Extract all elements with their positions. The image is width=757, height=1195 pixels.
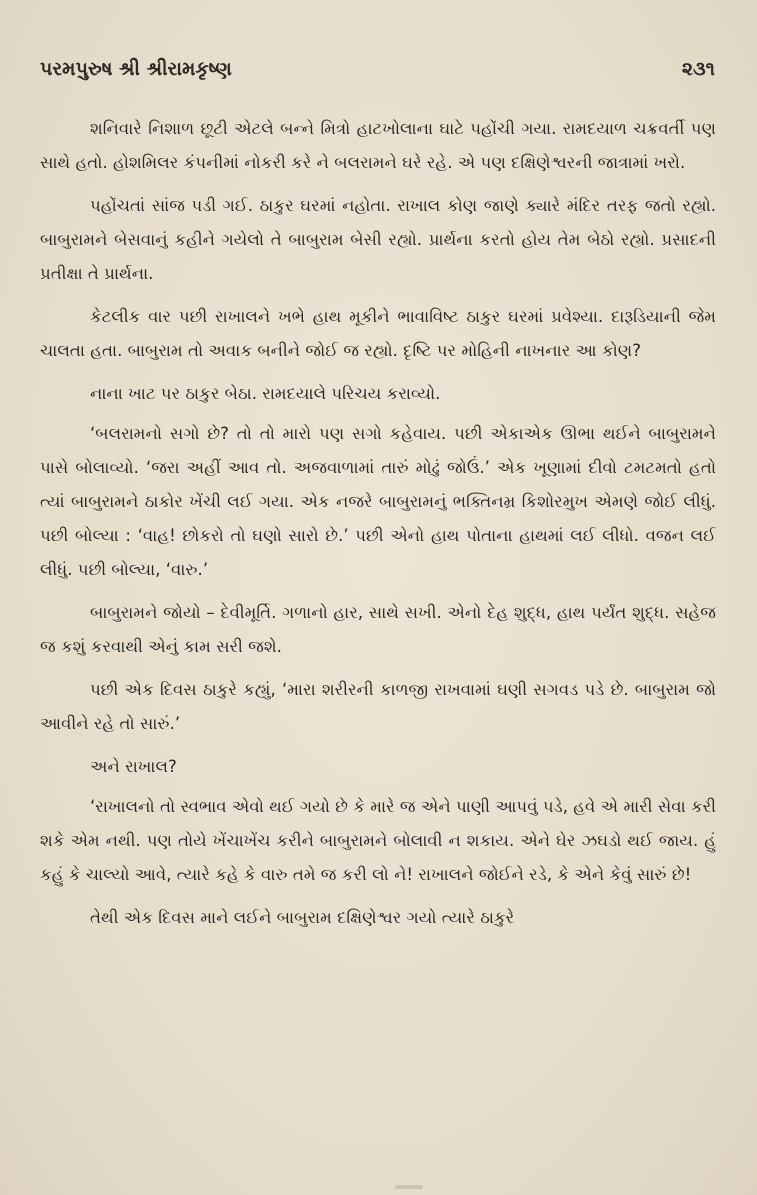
- paragraph: નાના ખાટ પર ઠાકુર બેઠા. રામદયાલે પરિચય કરાવ્યો.: [90, 384, 441, 403]
- paragraph: પછી એક દિવસ ઠાકુરે કહ્યું, ‘મારા શરીરની કાળજી રાખવામાં ઘણી સગવડ પડે છે. બાબુરામ જો આવીને રહે તો સારું.’: [40, 680, 716, 733]
- paragraph: બાબુરામને જોયો – દેવીમૂર્તિ. ગળાનો હાર, સાથે સખી. એનો દેહ શુદ્ધ, હાથ પર્યંત શુદ્ધ. સહેજ જ કશું કરવાથી એનું કામ સરી જશે.: [40, 603, 716, 656]
- paragraph: ‘બલરામનો સગો છે? તો તો મારો પણ સગો કહેવાય. પછી એકાએક ઊભા થઈને બાબુરામને પાસે બોલાવ્યો. ‘જરા અહીં આવ તો. અજવાળામાં તારું મોઢું જોઉં.’ એક ખૂણામાં દીવો ટમટમતો હતો ત્યાં બાબુરામને ઠાકોર ખેંચી લઈ ગયા. એક નજરે બાબુરામનું ભક્તિનમ્ર કિશોરમુખ એમણે જોઈ લીધું. પછી બોલ્યા : ‘વાહ! છોકરો તો ઘણો સારો છે.’ પછી એનો હાથ પોતાના હાથમાં લઈ લીધો. વજન લઈ લીધું. પછી બોલ્યા, ‘વારુ.’: [40, 424, 716, 579]
- body-text: [40, 112, 716, 944]
- paragraph: ‘રાખાલનો તો સ્વભાવ એવો થઈ ગયો છે કે મારે જ એને પાણી આપવું પડે, હવે એ મારી સેવા કરી શકે એમ નથી. પણ તોયે ખેંચાખેંચ કરીને બાબુરામને બોલાવી ન શકાય. એને ઘેર ઝઘડો થઈ જાય. હું કહું કે ચાલ્યો આવે, ત્યારે કહે કે વારુ તમે જ કરી લો ને! રાખાલને જોઈને રડે, કે એને કેવું સારું છે!: [40, 797, 716, 884]
- paragraph: કેટલીક વાર પછી રાખાલને ખભે હાથ મૂકીને ભાવાવિષ્ટ ઠાકુર ઘરમાં પ્રવેશ્યા. દારૂડિયાની જેમ ચાલતા હતા. બાબુરામ તો અવાક બનીને જોઈ જ રહ્યો. દૃષ્ટિ પર મોહિની નાખનાર આ કોણ?: [40, 307, 716, 360]
- paragraph: તેથી એક દિવસ માને લઈને બાબુરામ દક્ષિણેશ્વર ગયો ત્યારે ઠાકુરે: [90, 908, 515, 927]
- page-number: ૨૩૧: [681, 58, 715, 80]
- paragraph: પહોંચતાં સાંજ પડી ગઈ. ઠાકુર ઘરમાં નહોતા. રાખાલ કોણ જાણે ક્યારે મંદિર તરફ જતો રહ્યો. બાબુરામને બેસવાનું કહીને ગયેલો તે બાબુરામ બેસી રહ્યો. પ્રાર્થના કરતો હોય તેમ બેઠો રહ્યો. પ્રસાદની પ્રતીક્ષા તે પ્રાર્થના.: [40, 196, 716, 283]
- paragraph: અને રાખાલ?: [90, 757, 177, 776]
- paragraph: શનિવારે નિશાળ છૂટી એટલે બન્ને મિત્રો હાટખોલાના ઘાટે પહોંચી ગયા. રામદયાળ ચક્રવર્તી પણ સાથે હતો. હોશમિલર કંપનીમાં નોકરી કરે ને બલરામને ઘરે રહે. એ પણ દક્ષિણેશ્વરની જાત્રામાં ખરો.: [40, 119, 716, 172]
- print-smudge: [395, 1185, 423, 1189]
- running-title: પરમપુરુષ શ્રી શ્રીરામકૃષ્ણ: [40, 58, 232, 80]
- page-header: [40, 58, 715, 80]
